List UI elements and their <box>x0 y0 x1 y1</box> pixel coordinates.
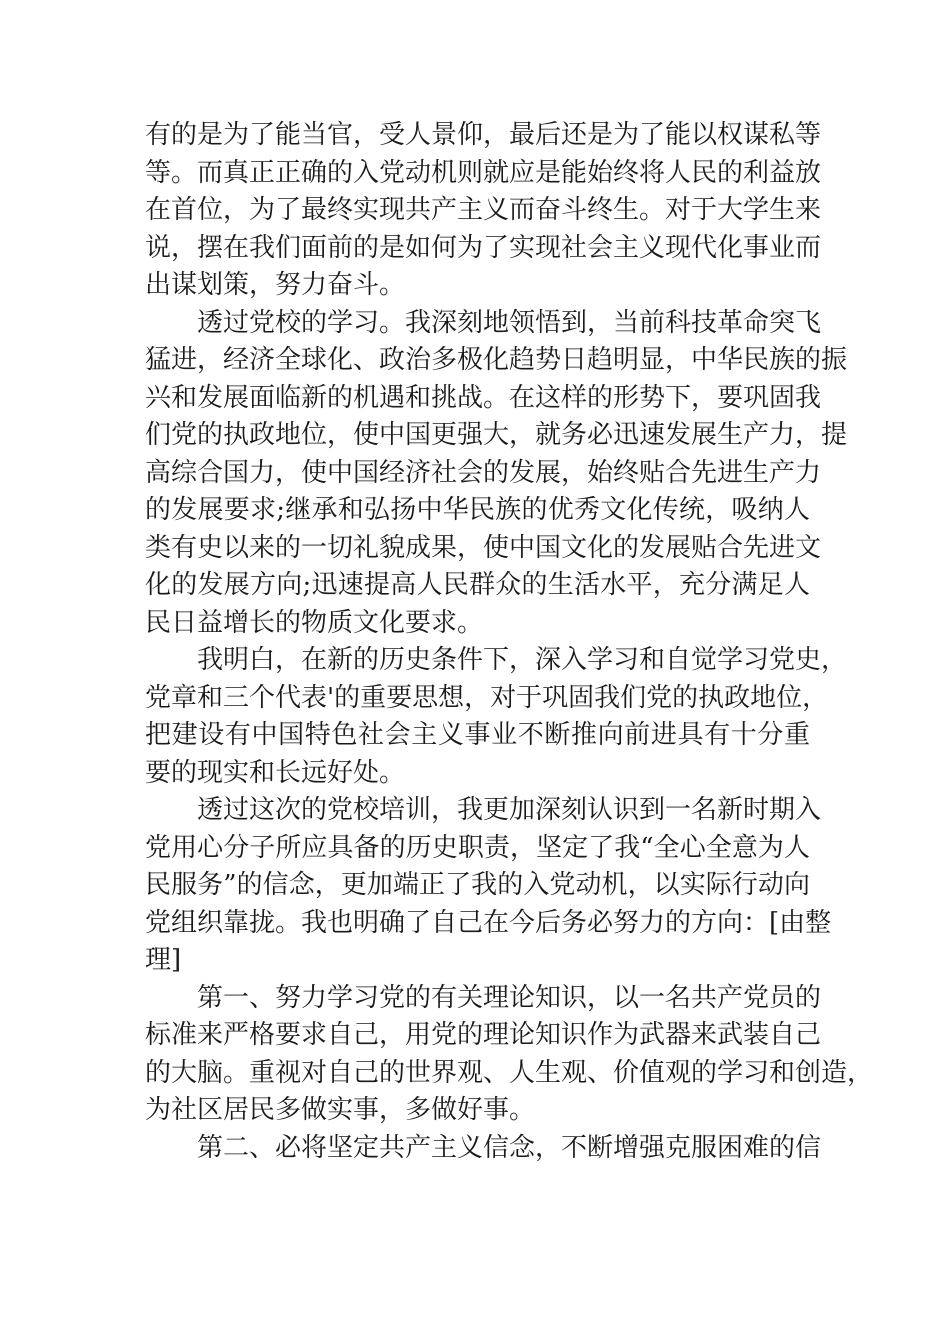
text-line: 的大脑。重视对自己的世界观、人生观、价值观的学习和创造， <box>145 1057 874 1088</box>
text-line: 猛进，经济全球化、政治多极化趋势日趋明显，中华民族的振 <box>145 345 848 375</box>
text-line: 说，摆在我们面前的是如何为了实现社会主义现代化事业而 <box>145 232 822 263</box>
paragraph-2 <box>145 305 848 643</box>
text-line: 透过这次的党校培训，我更加深刻认识到一名新时期入 <box>145 795 822 825</box>
document-page <box>145 117 874 1167</box>
paragraph-6 <box>145 1130 822 1168</box>
text-line: 我明白，在新的历史条件下，深入学习和自觉学习党史， <box>145 645 848 675</box>
text-line: 第二、必将坚定共产主义信念，不断增强克服困难的信 <box>145 1132 822 1163</box>
text-line: 第一、努力学习党的有关理论知识，以一名共产党员的 <box>145 982 822 1013</box>
text-line: 党组织靠拢。我也明确了自己在今后务必努力的方向：[由整 <box>145 907 832 938</box>
text-line: 们党的执政地位，使中国更强大，就务必迅速发展生产力，提 <box>145 420 848 450</box>
text-line: 的发展要求;继承和弘扬中华民族的优秀文化传统，吸纳人 <box>145 495 810 525</box>
paragraph-1 <box>145 117 822 305</box>
text-line: 透过党校的学习。我深刻地领悟到，当前科技革命突飞 <box>145 307 822 338</box>
text-line: 有的是为了能当官，受人景仰，最后还是为了能以权谋私等 <box>145 120 822 150</box>
text-line: 民服务”的信念，更加端正了我的入党动机，以实际行动向 <box>145 870 810 900</box>
text-line: 把建设有中国特色社会主义事业不断推向前进具有十分重 <box>145 720 810 750</box>
text-line: 党用心分子所应具备的历史职责，坚定了我“全心全意为人 <box>145 832 810 863</box>
text-line: 等。而真正正确的入党动机则就应是能始终将人民的利益放 <box>145 157 822 188</box>
text-line: 要的现实和长远好处。 <box>145 757 406 788</box>
paragraph-3 <box>145 642 848 792</box>
paragraph-5 <box>145 980 874 1130</box>
text-line: 党章和三个代表'的重要思想，对于巩固我们党的执政地位， <box>145 682 829 713</box>
text-line: 民日益增长的物质文化要求。 <box>145 607 484 638</box>
text-line: 化的发展方向;迅速提高人民群众的生活水平，充分满足人 <box>145 570 810 600</box>
text-line: 兴和发展面临新的机遇和挑战。在这样的形势下，要巩固我 <box>145 382 822 413</box>
text-line: 出谋划策，努力奋斗。 <box>145 270 406 300</box>
text-line: 标准来严格要求自己，用党的理论知识作为武器来武装自己 <box>145 1020 822 1050</box>
text-line: 类有史以来的一切礼貌成果，使中国文化的发展贴合先进文 <box>145 532 822 563</box>
text-line: 理] <box>145 945 182 975</box>
text-line: 为社区居民多做实事，多做好事。 <box>145 1095 536 1125</box>
text-line: 在首位，为了最终实现共产主义而奋斗终生。对于大学生来 <box>145 195 822 225</box>
text-line: 高综合国力，使中国经济社会的发展，始终贴合先进生产力 <box>145 457 822 488</box>
paragraph-4 <box>145 792 832 980</box>
